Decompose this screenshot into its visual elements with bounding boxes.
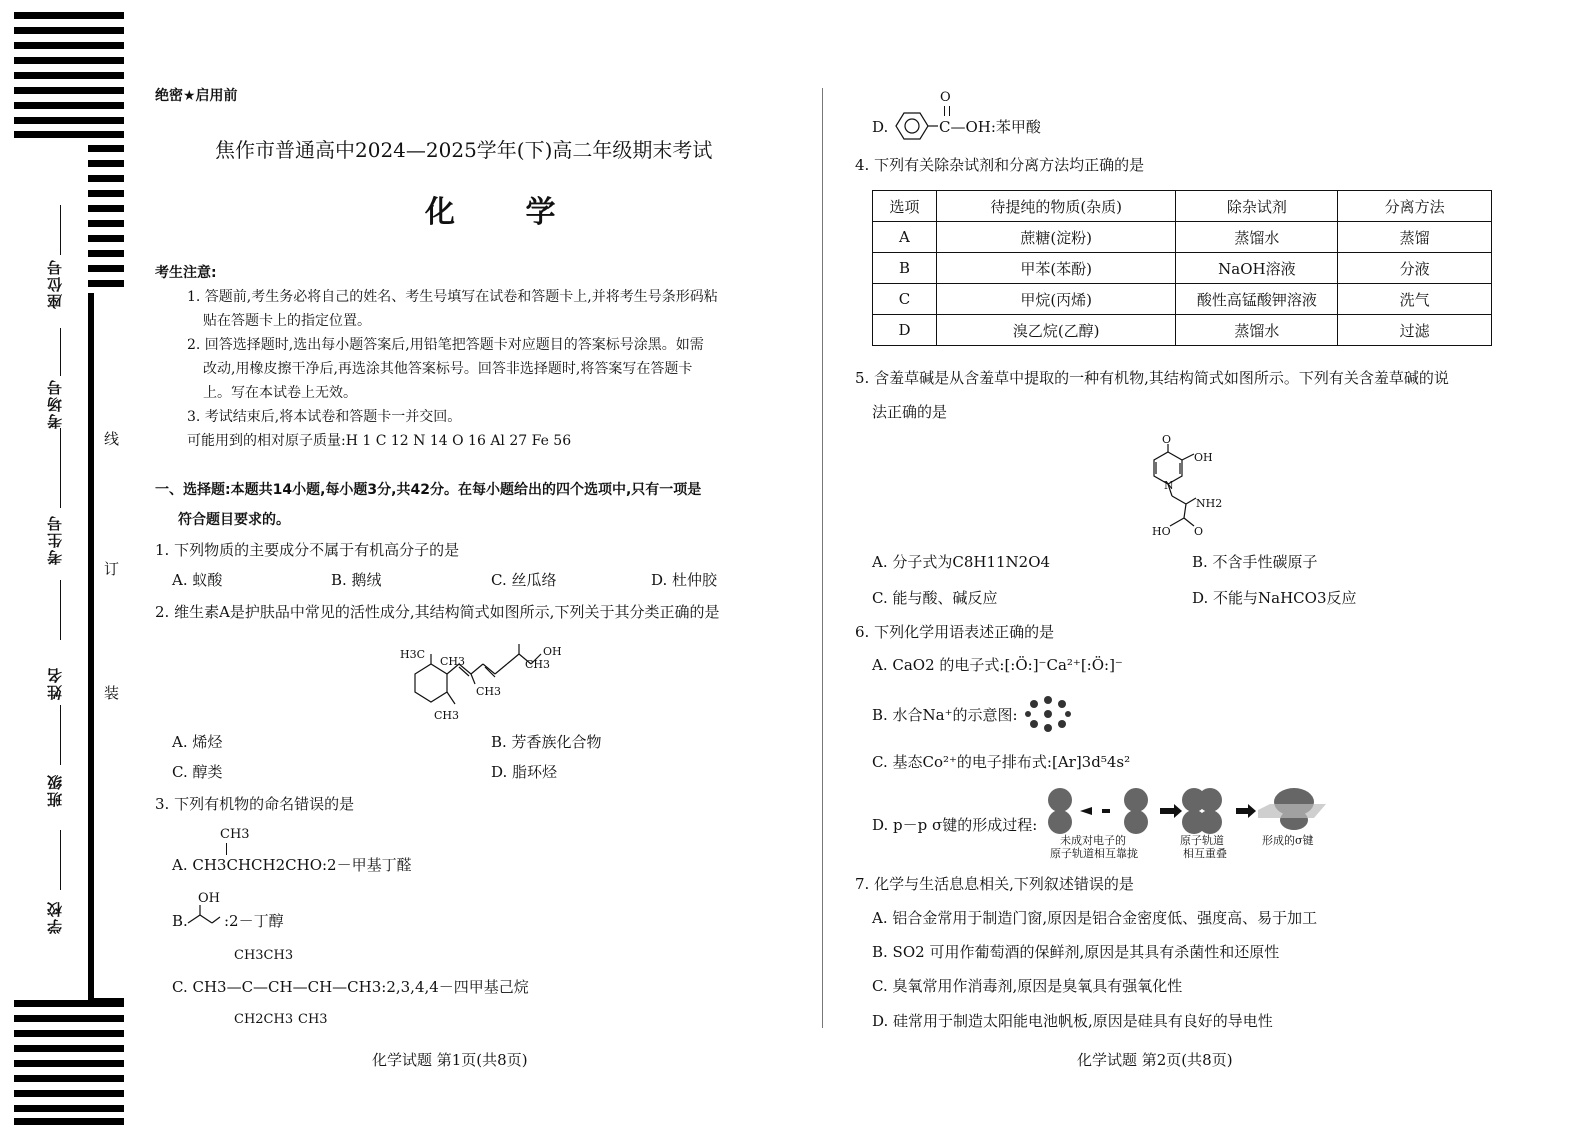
label-class: 班级 <box>46 773 64 807</box>
q6-option-a: A. CaO2 的电子式:[:Ö:]⁻Ca²⁺[:Ö:]⁻ <box>872 656 1123 674</box>
table-header: 待提纯的物质(杂质) <box>936 191 1176 222</box>
barcode-bar <box>88 280 124 287</box>
table-cell: 溴乙烷(乙醇) <box>936 315 1176 346</box>
q5-label-n: N <box>1164 479 1174 492</box>
q2-option-c: C. 醇类 <box>172 763 223 781</box>
barcode-bar <box>88 160 124 167</box>
q3-option-d-label: D. <box>872 118 889 136</box>
q3-d-double-bond <box>944 106 950 116</box>
q3-c-bottom-2: CH3 <box>298 1012 328 1027</box>
page-divider <box>822 88 823 1028</box>
barcode-bar <box>14 87 124 94</box>
barcode-bar <box>14 1060 124 1067</box>
barcode-bar <box>88 265 124 272</box>
q3-d-carbonyl-o: O <box>940 90 951 105</box>
table-cell: C <box>873 284 937 315</box>
q6-option-b: B. 水合Na⁺的示意图: <box>872 706 1018 724</box>
q2-label-oh: OH <box>543 645 562 658</box>
table-cell: 酸性高锰酸钾溶液 <box>1176 284 1338 315</box>
q3-c-bottom-1: CH2CH3 <box>234 1012 294 1027</box>
fill-line <box>60 328 61 376</box>
notice-line: 上。写在本试卷上无效。 <box>203 385 357 401</box>
q4-table <box>872 190 1492 346</box>
notice-line: 贴在答题卡上的指定位置。 <box>203 313 371 329</box>
fill-line <box>60 830 61 890</box>
q3-option-b-name: :2－丁醇 <box>224 912 284 930</box>
q6-stem: 6. 下列化学用语表述正确的是 <box>855 623 1055 641</box>
table-cell: 蒸馏水 <box>1176 222 1338 253</box>
table-header: 除杂试剂 <box>1176 191 1338 222</box>
barcode-bar <box>14 12 124 19</box>
barcode-bar <box>14 1118 124 1125</box>
q3-option-d-name: C—OH:苯甲酸 <box>939 118 1041 136</box>
q5-label-oh: OH <box>1194 451 1213 464</box>
notice-line: 2. 回答选择题时,选出每小题答案后,用铅笔把答题卡对应题目的答案标号涂黑。如需 <box>187 337 704 353</box>
barcode-bar <box>14 102 124 109</box>
q2-option-d: D. 脂环烃 <box>491 763 558 781</box>
q2-label-ch3: CH3 <box>434 709 460 722</box>
q2-label-h3c: H3C <box>400 648 426 661</box>
table-cell: 甲苯(苯酚) <box>936 253 1176 284</box>
barcode-bar <box>14 72 124 79</box>
exam-title: 焦作市普通高中2024—2025学年(下)高二年级期末考试 <box>215 138 713 162</box>
q5-label-nh2: NH2 <box>1196 497 1223 510</box>
barcode-bar <box>14 1075 124 1082</box>
table-cell: 蔗糖(淀粉) <box>936 222 1176 253</box>
q5-label-o: O <box>1162 433 1172 446</box>
q3-option-b-label: B. <box>172 912 188 930</box>
atomic-masses: 可能用到的相对原子质量:H 1 C 12 N 14 O 16 Al 27 Fe 56 <box>187 433 572 449</box>
barcode-bar <box>14 57 124 64</box>
q3-a-branch: CH3 <box>220 827 250 842</box>
page2-footer: 化学试题 第2页(共8页) <box>1077 1051 1233 1069</box>
table-row <box>873 222 1492 253</box>
q1-stem: 1. 下列物质的主要成分不属于有机高分子的是 <box>155 541 460 559</box>
table-header: 选项 <box>873 191 937 222</box>
q1-option-d: D. 杜仲胶 <box>651 571 718 589</box>
q3-stem: 3. 下列有机物的命名错误的是 <box>155 795 355 813</box>
table-cell: 蒸馏水 <box>1176 315 1338 346</box>
q3-a-bond <box>226 843 227 855</box>
barcode-bar <box>88 220 124 227</box>
table-cell: B <box>873 253 937 284</box>
q6-d-caption: 形成的σ键 <box>1262 834 1314 847</box>
q5-option-d: D. 不能与NaHCO3反应 <box>1192 589 1357 607</box>
q5-label-ho: HO <box>1152 525 1171 538</box>
q6-d-caption: 相互重叠 <box>1183 847 1227 860</box>
q3-c-top: CH3CH3 <box>234 948 294 963</box>
q6-option-d: D. p－p σ键的形成过程: <box>872 816 1038 834</box>
section-heading-cont: 符合题目要求的。 <box>178 512 290 528</box>
fill-line <box>60 428 61 508</box>
q2-stem: 2. 维生素A是护肤品中常见的活性成分,其结构简式如图所示,下列关于其分类正确的是 <box>155 603 720 621</box>
q3-b-oh: OH <box>198 891 220 906</box>
secret-label: 绝密★启用前 <box>155 88 238 104</box>
q5-stem: 5. 含羞草碱是从含羞草中提取的一种有机物,其结构简式如图所示。下列有关含羞草碱的说 <box>855 369 1449 387</box>
label-seat-number: 座位号 <box>46 258 64 309</box>
q7-option-a: A. 铝合金常用于制造门窗,原因是铝合金密度低、强度高、易于加工 <box>872 909 1318 927</box>
notice-line: 1. 答题前,考生务必将自己的姓名、考生号填写在试卷和答题卡上,并将考生号条形码粘 <box>187 289 718 305</box>
label-candidate-number: 考生号 <box>46 514 64 565</box>
q5-stem-cont: 法正确的是 <box>872 403 948 421</box>
q3-option-c: C. CH3—C—CH—CH—CH3:2,3,4,4－四甲基己烷 <box>172 978 529 996</box>
subject-title: 化 学 <box>425 195 586 230</box>
notice-line: 改动,用橡皮擦干净后,再选涂其他答案标号。回答非选择题时,将答案写在答题卡 <box>203 361 693 377</box>
q5-option-a: A. 分子式为C8H11N2O4 <box>872 553 1051 571</box>
fill-line <box>60 705 61 765</box>
barcode-bar <box>14 1030 124 1037</box>
q1-option-a: A. 蚁酸 <box>172 571 223 589</box>
q2-label-ch3: CH3 <box>476 685 502 698</box>
barcode-bar <box>14 42 124 49</box>
cut-mark-bind: 订 <box>104 560 120 578</box>
q7-option-c: C. 臭氧常用作消毒剂,原因是臭氧具有强氧化性 <box>872 977 1183 995</box>
q5-option-c: C. 能与酸、碱反应 <box>872 589 998 607</box>
barcode-bar <box>14 1045 124 1052</box>
q5-option-b: B. 不含手性碳原子 <box>1192 553 1318 571</box>
q6-d-caption: 未成对电子的 <box>1060 834 1126 847</box>
fill-line <box>60 580 61 640</box>
table-cell: A <box>873 222 937 253</box>
barcode-bar <box>88 190 124 197</box>
barcode-bar <box>88 175 124 182</box>
label-exam-room: 考场号 <box>46 378 64 429</box>
table-row <box>873 253 1492 284</box>
q2-label-ch3: CH3 <box>525 658 551 671</box>
cut-mark-line: 线 <box>104 430 120 448</box>
q1-option-c: C. 丝瓜络 <box>491 571 557 589</box>
label-name: 姓名 <box>46 666 64 700</box>
q7-option-d: D. 硅常用于制造太阳能电池帆板,原因是硅具有良好的导电性 <box>872 1012 1273 1030</box>
notice-heading: 考生注意: <box>155 265 217 281</box>
q3-b-skeleton <box>186 903 226 929</box>
binding-vertical-bar <box>88 293 94 998</box>
q7-stem: 7. 化学与生活息息相关,下列叙述错误的是 <box>855 875 1134 893</box>
barcode-bar <box>14 1000 124 1007</box>
table-row <box>873 315 1492 346</box>
barcode-bar <box>14 1090 124 1097</box>
table-row <box>873 284 1492 315</box>
q2-option-b: B. 芳香族化合物 <box>491 733 602 751</box>
section-heading: 一、选择题:本题共14小题,每小题3分,共42分。在每小题给出的四个选项中,只有一项是 <box>155 482 702 498</box>
barcode-bar <box>88 205 124 212</box>
cut-mark-staple: 装 <box>104 684 120 702</box>
q6-option-c: C. 基态Co²⁺的电子排布式:[Ar]3d⁵4s² <box>872 753 1131 771</box>
barcode-bar <box>88 250 124 257</box>
q6-d-caption: 原子轨道 <box>1180 834 1224 847</box>
barcode-bar <box>88 235 124 242</box>
benzene-ring-icon <box>888 108 938 144</box>
table-cell: 甲烷(丙烯) <box>936 284 1176 315</box>
table-header-row <box>873 191 1492 222</box>
q7-option-b: B. SO2 可用作葡萄酒的保鲜剂,原因是其具有杀菌性和还原性 <box>872 943 1280 961</box>
fill-line <box>60 205 61 255</box>
barcode-bar <box>88 145 124 152</box>
table-cell: 分液 <box>1338 253 1492 284</box>
barcode-bar <box>14 1015 124 1022</box>
table-cell: 蒸馏 <box>1338 222 1492 253</box>
q2-label-ch3: CH3 <box>440 655 466 668</box>
q5-label-o2: O <box>1194 525 1204 538</box>
table-header: 分离方法 <box>1338 191 1492 222</box>
barcode-bar <box>14 117 124 124</box>
q3-option-a: A. CH3CHCH2CHO:2－甲基丁醛 <box>172 856 412 874</box>
label-school: 学校 <box>46 900 64 934</box>
barcode-bar <box>14 131 124 138</box>
barcode-bar <box>14 1105 124 1112</box>
hydrated-sodium-icon <box>1024 694 1072 734</box>
table-cell: NaOH溶液 <box>1176 253 1338 284</box>
notice-line: 3. 考试结束后,将本试卷和答题卡一并交回。 <box>187 409 462 425</box>
table-cell: D <box>873 315 937 346</box>
q6-d-caption: 原子轨道相互靠拢 <box>1050 847 1138 860</box>
q1-option-b: B. 鹅绒 <box>331 571 382 589</box>
barcode-bar <box>14 27 124 34</box>
table-cell: 过滤 <box>1338 315 1492 346</box>
q2-option-a: A. 烯烃 <box>172 733 223 751</box>
q4-stem: 4. 下列有关除杂试剂和分离方法均正确的是 <box>855 156 1145 174</box>
table-cell: 洗气 <box>1338 284 1492 315</box>
page1-footer: 化学试题 第1页(共8页) <box>372 1051 528 1069</box>
